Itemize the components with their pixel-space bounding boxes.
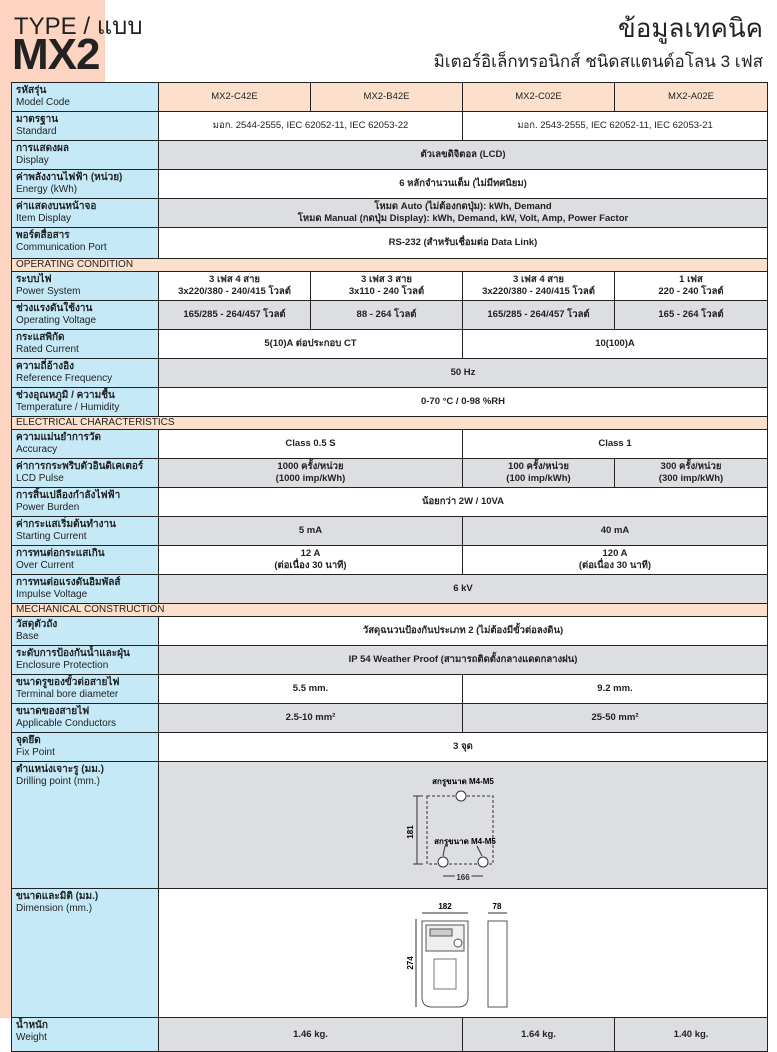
label-thai: การสิ้นเปลืองกำลังไฟฟ้า (16, 490, 121, 501)
label-english: Power System (16, 286, 81, 297)
spec-row (12, 330, 768, 359)
spec-row (12, 646, 768, 675)
spec-row (12, 675, 768, 704)
spec-label (12, 488, 159, 517)
spec-label (12, 459, 159, 488)
spec-value: RS-232 (สำหรับเชื่อมต่อ Data Link) (159, 228, 768, 259)
spec-value: MX2-C42E (159, 83, 311, 112)
spec-row (12, 170, 768, 199)
section-header (12, 417, 768, 430)
label-english: Display (16, 155, 49, 166)
spec-label (12, 388, 159, 417)
label-thai: น้ำหนัก (16, 1020, 48, 1031)
spec-row (12, 301, 768, 330)
spec-value: 300 ครั้ง/หน่วย (300 imp/kWh) (615, 459, 768, 488)
spec-row (12, 228, 768, 259)
spec-value: ตัวเลขดิจิตอล (LCD) (159, 141, 768, 170)
label-english: LCD Pulse (16, 473, 64, 484)
meter-side (488, 921, 507, 1007)
spec-row (12, 388, 768, 417)
spec-label (12, 112, 159, 141)
height-dim: 274 (406, 956, 415, 970)
width-dim: 182 (438, 902, 452, 911)
spec-label (12, 575, 159, 604)
label-english: Item Display (16, 213, 72, 224)
label-thai: มาตรฐาน (16, 114, 59, 125)
spec-value: 3 เฟส 3 สาย 3x110 - 240 โวลต์ (311, 272, 463, 301)
spec-value: 6 kV (159, 575, 768, 604)
label-english: Model Code (16, 97, 70, 108)
spec-value: 165/285 - 264/457 โวลต์ (159, 301, 311, 330)
type-label: TYPE / แบบ (14, 13, 143, 40)
label-thai: ค่าการกระพริบตัวอินดิเคเตอร์ (16, 461, 144, 472)
page-subtitle: มิเตอร์อิเล็กทรอนิกส์ ชนิดสแตนด์อโลน 3 เฟส (433, 52, 763, 71)
spec-row (12, 889, 768, 1018)
hole-left (438, 857, 448, 867)
spec-label (12, 704, 159, 733)
label-thai: รหัสรุ่น (16, 85, 47, 96)
label-thai: การทนต่อกระแสเกิน (16, 548, 105, 559)
label-english: Starting Current (16, 531, 87, 542)
spec-label (12, 359, 159, 388)
label-english: Accuracy (16, 444, 58, 455)
spec-value: 6 หลักจำนวนเต็ม (ไม่มีทศนิยม) (159, 170, 768, 199)
section-title: ELECTRICAL CHARACTERISTICS (12, 417, 768, 430)
spec-value: 1.64 kg. (463, 1018, 615, 1052)
label-english: Base (16, 631, 39, 642)
label-english: Rated Current (16, 344, 79, 355)
spec-row (12, 733, 768, 762)
spec-value: 25-50 mm² (463, 704, 768, 733)
spec-value: 3 จุด (159, 733, 768, 762)
spec-value: Class 0.5 S (159, 430, 463, 459)
spec-label (12, 301, 159, 330)
label-english: Operating Voltage (16, 315, 97, 326)
label-thai: ความแม่นยำการวัด (16, 432, 102, 443)
spec-label (12, 430, 159, 459)
spec-value: 2.5-10 mm² (159, 704, 463, 733)
label-thai: ระบบไฟ (16, 274, 52, 285)
label-thai: ความถี่อ้างอิง (16, 361, 74, 372)
spec-value: 5(10)A ต่อประกอบ CT (159, 330, 463, 359)
spec-value: 120 A (ต่อเนื่อง 30 นาที) (463, 546, 768, 575)
spec-row (12, 575, 768, 604)
spec-value: MX2-C02E (463, 83, 615, 112)
spec-value: 165/285 - 264/457 โวลต์ (463, 301, 615, 330)
spec-label (12, 617, 159, 646)
spec-row (12, 546, 768, 575)
label-thai: จุดยึด (16, 735, 41, 746)
label-thai: ค่ากระแสเริ่มต้นทำงาน (16, 519, 116, 530)
spec-row (12, 488, 768, 517)
section-header (12, 604, 768, 617)
spec-label (12, 762, 159, 889)
spec-label (12, 889, 159, 1018)
label-thai: ขนาดรูของขั้วต่อสายไฟ (16, 677, 120, 688)
spec-row (12, 83, 768, 112)
label-thai: ขนาดและมิติ (มม.) (16, 891, 99, 902)
spec-value: 3 เฟส 4 สาย 3x220/380 - 240/415 โวลต์ (463, 272, 615, 301)
dim-drawing-cell (159, 889, 768, 1018)
spec-value: มอก. 2544-2555, IEC 62052-11, IEC 62053-22 (159, 112, 463, 141)
hole-top (456, 791, 466, 801)
label-english: Reference Frequency (16, 373, 113, 384)
label-thai: กระแสพิกัด (16, 332, 65, 343)
spec-label (12, 646, 159, 675)
spec-row (12, 704, 768, 733)
label-thai: ค่าแสดงบนหน้าจอ (16, 201, 97, 212)
section-header (12, 259, 768, 272)
label-thai: พอร์ตสื่อสาร (16, 230, 70, 241)
label-thai: ระดับการป้องกันน้ำและฝุ่น (16, 648, 130, 659)
hole-right (478, 857, 488, 867)
label-english: Drilling point (mm.) (16, 776, 100, 787)
spec-row (12, 459, 768, 488)
drilling-diagram (393, 774, 533, 884)
dimension-diagram (408, 901, 518, 1013)
label-thai: การแสดงผล (16, 143, 69, 154)
label-thai: การทนต่อแรงดันอิมพัลส์ (16, 577, 121, 588)
label-english: Fix Point (16, 747, 55, 758)
spec-value: 1 เฟส 220 - 240 โวลต์ (615, 272, 768, 301)
spec-label (12, 83, 159, 112)
section-title: MECHANICAL CONSTRUCTION (12, 604, 768, 617)
page-title: ข้อมูลเทคนิค (617, 13, 763, 43)
spec-label (12, 675, 159, 704)
spec-label (12, 330, 159, 359)
label-english: Temperature / Humidity (16, 402, 120, 413)
label-english: Over Current (16, 560, 74, 571)
spec-value: 5 mA (159, 517, 463, 546)
spec-row (12, 517, 768, 546)
spec-row (12, 430, 768, 459)
spec-value: 50 Hz (159, 359, 768, 388)
spec-label (12, 141, 159, 170)
hole-label-bottom: สกรูขนาด M4-M5 (434, 837, 496, 846)
spec-value: 40 mA (463, 517, 768, 546)
label-english: Standard (16, 126, 57, 137)
depth-dim: 78 (492, 902, 502, 911)
spec-value: 10(100)A (463, 330, 768, 359)
label-thai: ช่วงแรงดันใช้งาน (16, 303, 93, 314)
label-thai: ขนาดของสายไฟ (16, 706, 90, 717)
spec-value: 12 A (ต่อเนื่อง 30 นาที) (159, 546, 463, 575)
label-english: Energy (kWh) (16, 184, 78, 195)
spec-label (12, 272, 159, 301)
model-name: MX2 (12, 30, 100, 79)
spec-label (12, 733, 159, 762)
label-english: Weight (16, 1032, 47, 1043)
label-english: Impulse Voltage (16, 589, 88, 600)
spec-label (12, 170, 159, 199)
spec-row (12, 112, 768, 141)
label-english: Applicable Conductors (16, 718, 117, 729)
spec-table (11, 82, 768, 1052)
width-dim: 166 (456, 873, 470, 882)
spec-label (12, 546, 159, 575)
label-english: Power Burden (16, 502, 80, 513)
spec-row (12, 359, 768, 388)
spec-row (12, 617, 768, 646)
spec-value: 1000 ครั้ง/หน่วย (1000 imp/kWh) (159, 459, 463, 488)
spec-value: โหมด Auto (ไม่ต้องกดปุ่ม): kWh, Demand โหมด Manual (กดปุ่ม Display): kWh, Demand, kW, Volt, Amp, Power Factor (159, 199, 768, 228)
spec-value: 88 - 264 โวลต์ (311, 301, 463, 330)
spec-value: 0-70 °C / 0-98 %RH (159, 388, 768, 417)
label-thai: วัสดุตัวถัง (16, 619, 58, 630)
label-english: Enclosure Protection (16, 660, 109, 671)
label-english: Communication Port (16, 242, 107, 253)
hole-label-top: สกรูขนาด M4-M5 (432, 777, 494, 786)
spec-value: MX2-A02E (615, 83, 768, 112)
spec-value: มอก. 2543-2555, IEC 62052-11, IEC 62053-21 (463, 112, 768, 141)
drill-drawing-cell (159, 762, 768, 889)
spec-value: น้อยกว่า 2W / 10VA (159, 488, 768, 517)
spec-value: IP 54 Weather Proof (สามารถติดตั้งกลางแดดกลางฝน) (159, 646, 768, 675)
label-english: Dimension (mm.) (16, 903, 93, 914)
spec-value: 3 เฟส 4 สาย 3x220/380 - 240/415 โวลต์ (159, 272, 311, 301)
spec-value: 1.40 kg. (615, 1018, 768, 1052)
spec-row (12, 272, 768, 301)
spec-value: 9.2 mm. (463, 675, 768, 704)
spec-label (12, 228, 159, 259)
spec-row (12, 141, 768, 170)
spec-row (12, 762, 768, 889)
section-title: OPERATING CONDITION (12, 259, 768, 272)
spec-value: 5.5 mm. (159, 675, 463, 704)
spec-label (12, 199, 159, 228)
label-thai: ช่วงอุณหภูมิ / ความชื้น (16, 390, 115, 401)
spec-row (12, 199, 768, 228)
spec-label (12, 517, 159, 546)
label-thai: ตำแหน่งเจาะรู (มม.) (16, 764, 104, 775)
spec-value: MX2-B42E (311, 83, 463, 112)
spec-value: วัสดุฉนวนป้องกันประเภท 2 (ไม่ต้องมีขั้วต่อลงดิน) (159, 617, 768, 646)
spec-value: Class 1 (463, 430, 768, 459)
spec-row (12, 1018, 768, 1052)
label-thai: ค่าพลังงานไฟฟ้า (หน่วย) (16, 172, 123, 183)
spec-value: 165 - 264 โวลต์ (615, 301, 768, 330)
label-english: Terminal bore diameter (16, 689, 119, 700)
height-dim: 181 (406, 825, 415, 839)
spec-value: 1.46 kg. (159, 1018, 463, 1052)
spec-label (12, 1018, 159, 1052)
spec-value: 100 ครั้ง/หน่วย (100 imp/kWh) (463, 459, 615, 488)
